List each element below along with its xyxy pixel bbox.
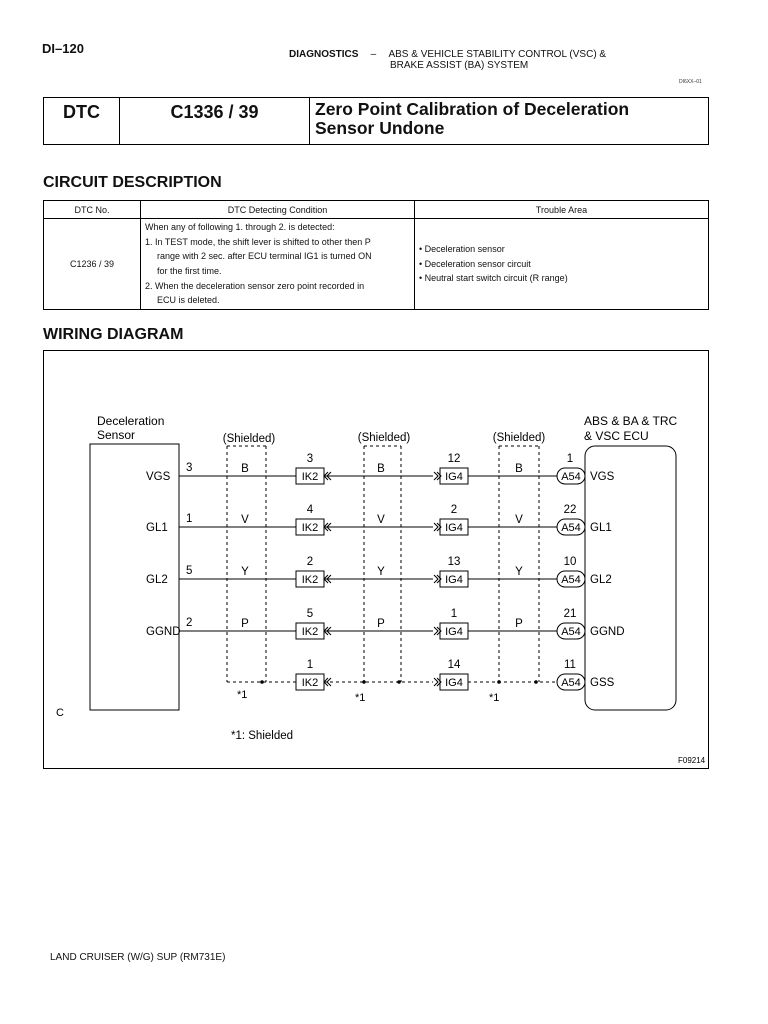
page-number: DI–120 [42,41,84,56]
ig4-connector-label: IG4 [445,471,463,483]
ik2-connector-label: IK2 [301,471,319,483]
sensor-terminal-label: VGS [146,471,171,483]
condition-line: When any of following 1. through 2. is detected: [145,222,335,233]
condition-cell [141,219,415,310]
sensor-terminal-label: GL2 [146,574,168,586]
trouble-area-item: • Deceleration sensor circuit [419,258,531,269]
wiring-diagram-heading: WIRING DIAGRAM [43,326,184,343]
condition-line: ECU is deleted. [157,295,220,306]
ig4-connector-label: IG4 [445,522,463,534]
dtc-code: C1336 / 39 [120,98,310,145]
ecu-label-line1: ABS & BA & TRC [584,414,678,428]
dtc-title [315,98,705,146]
condition-line: 1. In TEST mode, the shift lever is shifted to other then P [145,236,371,247]
ig4-pin-number: 14 [447,659,461,671]
sensor-label-line2: Sensor [97,428,136,442]
header-dash: – [370,49,377,60]
a54-connector-label: A54 [561,471,581,483]
dtc-label: DTC [44,98,120,145]
ig4-connector-label: IG4 [445,677,463,689]
a54-connector-label: A54 [561,677,581,689]
ecu-terminal-label: GGND [590,626,625,638]
ecu-terminal-label: GL1 [590,522,612,534]
circuit-description-heading: CIRCUIT DESCRIPTION [43,174,222,191]
ecu-terminal-label: GSS [590,677,615,689]
splice-dot [397,680,401,684]
ik2-connector-label: IK2 [301,677,319,689]
header-title-line1: ABS & VEHICLE STABILITY CONTROL (VSC) & [388,49,607,60]
trouble-area-cell [415,219,709,310]
shield-star-label: *1 [489,692,500,704]
a54-pin-number: 1 [566,453,574,465]
ik2-pin-number: 4 [306,504,314,516]
wire-color-label: P [515,618,523,630]
sensor-pin-number: 2 [186,617,193,629]
a54-pin-number: 22 [563,504,577,516]
dtc-title-line2: Sensor Undone [315,118,445,138]
a54-pin-number: 10 [563,556,577,568]
wire-color-label: V [241,514,249,526]
ecu-terminal-label: VGS [590,471,615,483]
wire-color-label: Y [377,566,385,578]
splice-dot [362,680,366,684]
a54-connector-label: A54 [561,574,581,586]
shield-star-label: *1 [355,692,366,704]
sensor-terminal-label: GL1 [146,522,168,534]
sensor-pin-number: 5 [186,565,193,577]
ig4-pin-number: 13 [447,556,461,568]
circuit-description-table [43,200,709,310]
table-row [44,219,709,310]
doc-code: DI6XX–01 [679,79,702,85]
a54-pin-number: 11 [564,659,576,671]
wire-color-label: V [515,514,523,526]
figure-code: F09214 [678,756,706,765]
shielded-label-2: (Shielded) [357,432,411,444]
sensor-label-line1: Deceleration [97,414,165,428]
condition-line: range with 2 sec. after ECU terminal IG1 is turned ON [157,251,372,262]
condition-line: for the first time. [157,266,222,276]
ig4-connector-label: IG4 [445,574,463,586]
ig4-pin-number: 12 [447,453,461,465]
wire-color-label: P [377,618,385,630]
shielded-label-1: (Shielded) [222,433,276,445]
table-header-row [44,201,709,219]
ik2-pin-number: 1 [306,659,314,671]
footer-text: LAND CRUISER (W/G) SUP (RM731E) [50,952,226,963]
splice-dot [534,680,538,684]
trouble-area-item: • Deceleration sensor [419,244,505,255]
trouble-area-item: • Neutral start switch circuit (R range) [419,273,568,284]
ecu-terminal-label: GL2 [590,574,612,586]
ecu-label-line2: & VSC ECU [584,429,649,443]
wiring-diagram [44,351,708,768]
header-section: DIAGNOSTICS [289,49,359,60]
wire-color-label: B [515,463,523,475]
wiring-diagram-box [43,350,709,769]
a54-pin-number: 21 [563,608,577,620]
sensor-terminal-label: GGND [146,626,181,638]
header-title-line2: BRAKE ASSIST (BA) SYSTEM [390,60,529,71]
sensor-pin-number: 3 [186,462,193,474]
shielded-label-3: (Shielded) [492,432,546,444]
footnote: *1: Shielded [231,730,294,742]
dtc-header-box [43,97,709,145]
col-trouble-area: Trouble Area [415,201,709,219]
wire-color-label: B [377,463,385,475]
col-dtc-no: DTC No. [44,201,141,219]
ik2-pin-number: 2 [306,556,314,568]
ik2-pin-number: 3 [306,453,314,465]
wire-color-label: V [377,514,385,526]
dtc-title-line1: Zero Point Calibration of Deceleration [315,99,630,119]
ig4-pin-number: 1 [450,608,458,620]
splice-dot [497,680,501,684]
ig4-connector-label: IG4 [445,626,463,638]
wiring-rows-group [146,446,625,704]
sensor-pin-number: 1 [186,513,193,525]
dtc-no-cell: C1236 / 39 [44,219,141,310]
header-title [289,49,606,71]
ik2-connector-label: IK2 [301,574,319,586]
col-condition: DTC Detecting Condition [141,201,415,219]
splice-dot [260,680,264,684]
a54-connector-label: A54 [561,626,581,638]
ik2-pin-number: 5 [306,608,314,620]
ig4-pin-number: 2 [450,504,458,516]
wire-color-label: Y [515,566,523,578]
ik2-connector-label: IK2 [301,522,319,534]
c-label: C [56,707,64,719]
ik2-connector-label: IK2 [301,626,319,638]
wire-color-label: Y [241,566,249,578]
shield-star-label: *1 [237,689,248,701]
condition-line: 2. When the deceleration sensor zero point recorded in [145,280,365,291]
a54-connector-label: A54 [561,522,581,534]
wire-color-label: P [241,618,249,630]
wire-color-label: B [241,463,249,475]
